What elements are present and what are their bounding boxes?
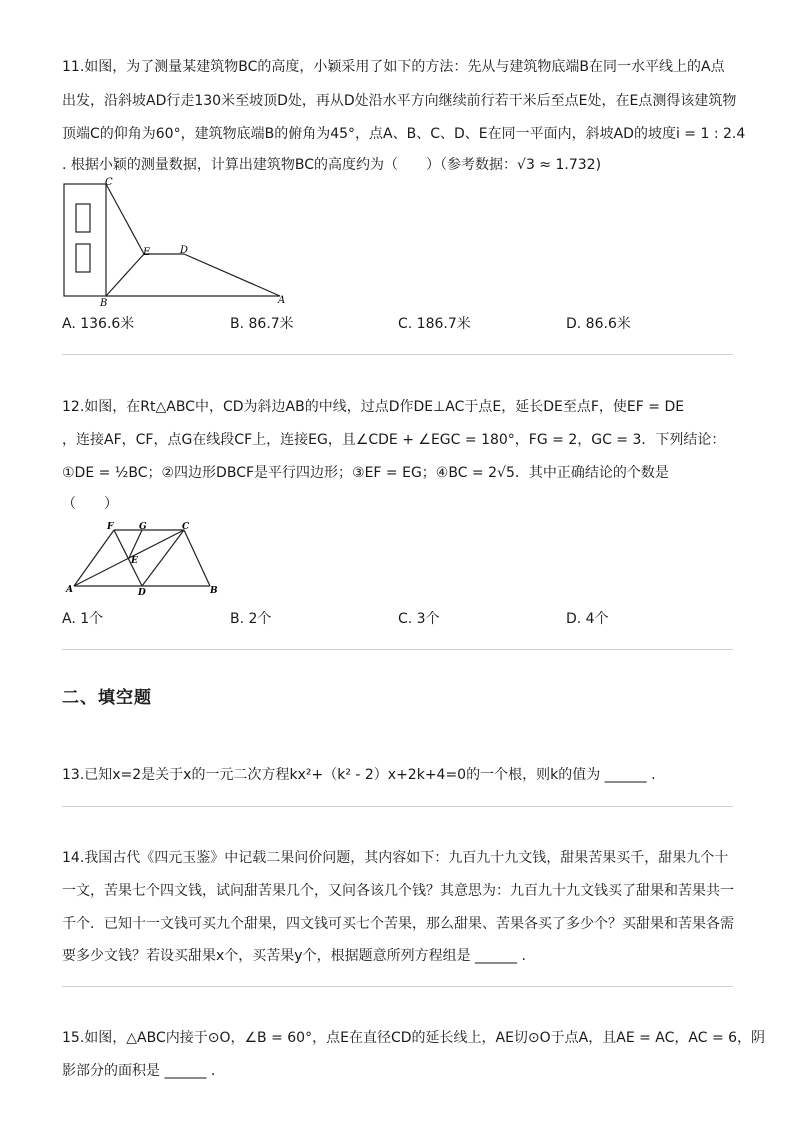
q11-figure (56, 174, 296, 308)
q11-option-b[interactable]: B. 86.7米 (230, 316, 294, 332)
q11-line-3: 顶端C的仰角为60°，建筑物底端B的俯角为45°，点A、B、C、D、E在同一平面内，斜坡AD的坡度i = 1 : 2.4 (62, 126, 746, 142)
building-window (76, 244, 90, 272)
line-da (184, 254, 280, 296)
label-b: B (210, 586, 218, 596)
label-d: D (180, 245, 189, 256)
line-eg (129, 530, 142, 558)
q12-option-b[interactable]: B. 2个 (230, 611, 272, 627)
q12-figure (62, 520, 222, 598)
building-outline (64, 184, 106, 296)
line-be (106, 254, 144, 296)
q11-option-a[interactable]: A. 136.6米 (62, 316, 135, 332)
divider (62, 354, 733, 355)
q11-line-2: 出发，沿斜坡AD行走130米至坡顶D处，再从D处沿水平方向继续前行若干米后至点E处，在E点测得该建筑物 (62, 93, 737, 109)
label-e: E (143, 247, 151, 258)
divider (62, 986, 733, 987)
q12-line-4: （ ） (62, 496, 118, 512)
label-b: B (100, 298, 108, 308)
q11-line-4: . 根据小颖的测量数据，计算出建筑物BC的高度约为（ ）（参考数据：√3 ≈ 1.732) (62, 157, 602, 173)
q11-option-c[interactable]: C. 186.7米 (398, 316, 471, 332)
line-cd (142, 530, 184, 586)
line-ce (106, 184, 144, 254)
q14-line-1: 14.我国古代《四元玉鉴》中记载二果问价问题，其内容如下：九百九十九文钱，甜果苦果买千，甜果九个十 (62, 850, 729, 866)
q14-line-3: 千个．已知十一文钱可买九个甜果，四文钱可买七个苦果，那么甜果、苦果各买了多少个？买甜果和苦果各需 (62, 916, 734, 932)
label-a: A (278, 295, 286, 306)
line-cb (184, 530, 210, 586)
q12-line-2: ，连接AF，CF，点G在线段CF上，连接EG，且∠CDE + ∠EGC = 180°，FG = 2，GC = 3．下列结论： (62, 432, 726, 448)
q11-option-d[interactable]: D. 86.6米 (566, 316, 631, 332)
label-e: E (131, 556, 138, 566)
q12-option-d[interactable]: D. 4个 (566, 611, 609, 627)
q12-line-3: ①DE = ½BC；②四边形DBCF是平行四边形；③EF = EG；④BC = 2√5．其中正确结论的个数是 (62, 465, 669, 481)
divider (62, 649, 733, 650)
divider (62, 806, 733, 807)
q12-option-a[interactable]: A. 1个 (62, 611, 104, 627)
label-a: A (66, 585, 73, 595)
q12-line-1: 12.如图，在Rt△ABC中，CD为斜边AB的中线，过点D作DE⊥AC于点E，延长DE至点F，使EF = DE (62, 399, 685, 415)
q13-text: 13.已知x=2是关于x的一元二次方程kx²+（k² - 2）x+2k+4=0的一个根，则k的值为 ______ . (62, 767, 656, 783)
section-title: 二、填空题 (62, 688, 152, 708)
label-d: D (138, 588, 146, 598)
q14-line-4: 要多少文钱？若设买甜果x个，买苦果y个，根据题意所列方程组是 ______ . (62, 948, 526, 964)
label-c: C (182, 522, 190, 532)
label-g: G (139, 522, 147, 532)
line-af (74, 530, 114, 586)
label-c: C (105, 177, 113, 188)
q11-line-1: 11.如图，为了测量某建筑物BC的高度，小颖采用了如下的方法：先从与建筑物底端B在同一水平线上的A点 (62, 59, 725, 75)
q12-option-c[interactable]: C. 3个 (398, 611, 440, 627)
label-f: F (107, 522, 114, 532)
q14-line-2: 一文，苦果七个四文钱，试问甜苦果几个，又问各该几个钱？其意思为：九百九十九文钱买了甜果和苦果共一 (62, 883, 734, 899)
building-window (76, 204, 90, 232)
q15-line-2: 影部分的面积是 ______ . (62, 1063, 216, 1079)
q15-line-1: 15.如图，△ABC内接于⊙O，∠B = 60°，点E在直径CD的延长线上，AE切⊙O于点A，且AE = AC，AC = 6，阴 (62, 1030, 766, 1046)
